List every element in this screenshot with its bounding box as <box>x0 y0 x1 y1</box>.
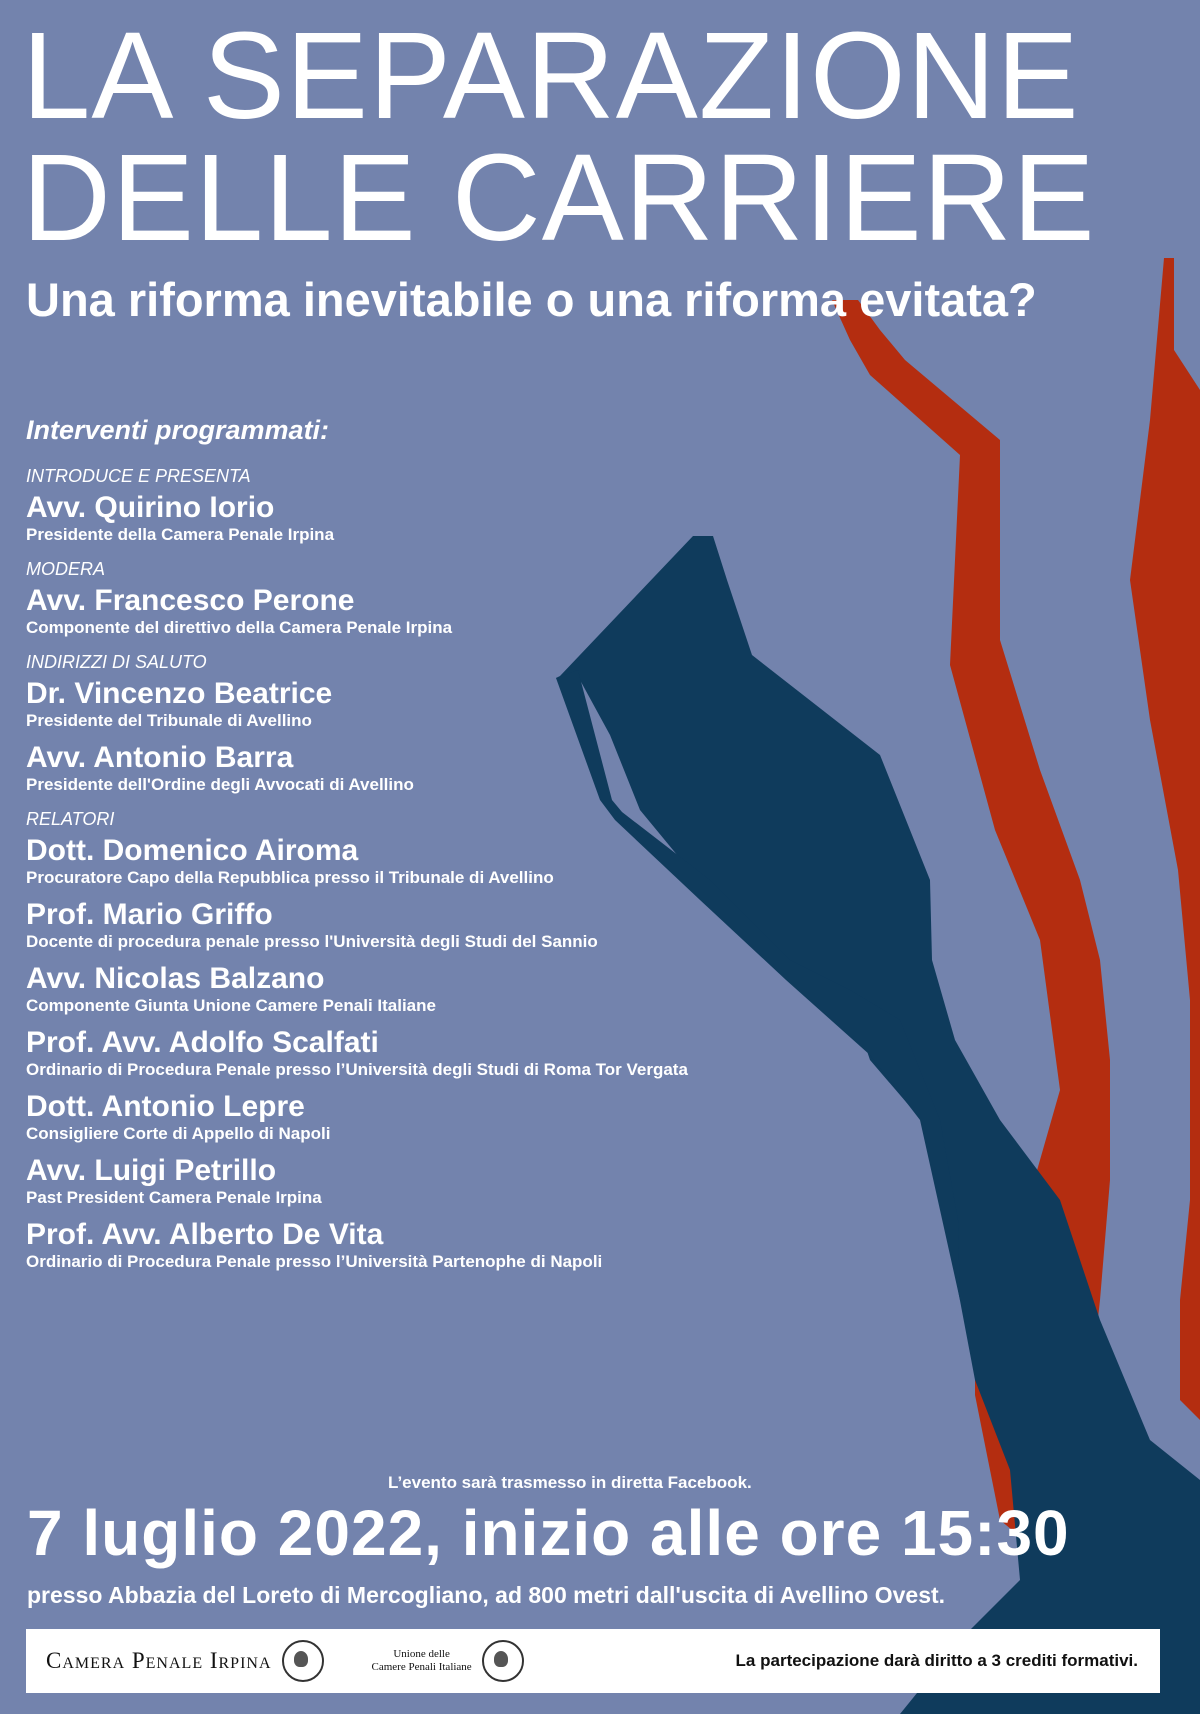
ucpi-logo <box>372 1640 524 1682</box>
speaker-name: Avv. Nicolas Balzano <box>26 962 325 995</box>
speaker-role: Docente di procedura penale presso l'Università degli Studi del Sannio <box>26 932 598 951</box>
speaker-entry <box>26 1218 846 1272</box>
logo2-line-1: Unione delle <box>393 1648 450 1660</box>
speaker-role: Past President Camera Penale Irpina <box>26 1188 322 1207</box>
speaker-name: Avv. Antonio Barra <box>26 741 294 774</box>
speaker-name: Avv. Quirino Iorio <box>26 491 275 524</box>
section-saluto <box>26 652 846 795</box>
speaker-name: Avv. Francesco Perone <box>26 584 355 617</box>
speaker-entry <box>26 834 846 888</box>
speaker-name: Avv. Luigi Petrillo <box>26 1154 277 1187</box>
speaker-entry <box>26 1026 846 1080</box>
speaker-entry <box>26 584 846 638</box>
speaker-role: Componente del direttivo della Camera Penale Irpina <box>26 618 453 637</box>
role-label: RELATORI <box>26 809 115 829</box>
section-introduce <box>26 466 846 545</box>
speaker-name: Dott. Antonio Lepre <box>26 1090 305 1123</box>
event-title <box>22 8 1096 267</box>
speaker-entry <box>26 491 846 545</box>
speaker-role: Ordinario di Procedura Penale presso l’Università degli Studi di Roma Tor Vergata <box>26 1060 688 1079</box>
event-venue: presso Abbazia del Loreto di Mercogliano, ad 800 metri dall'uscita di Avellino Ovest. <box>27 1582 946 1608</box>
program-heading: Interventi programmati: <box>26 415 330 445</box>
title-line-1: LA SEPARAZIONE <box>22 8 1080 145</box>
logo2-text <box>372 1648 472 1674</box>
speaker-name: Prof. Avv. Alberto De Vita <box>26 1218 384 1251</box>
seal-icon <box>282 1640 324 1682</box>
event-date: 7 luglio 2022, inizio alle ore 15:30 <box>27 1497 1070 1569</box>
speaker-entry <box>26 962 846 1016</box>
role-label: INTRODUCE E PRESENTA <box>26 466 251 486</box>
stream-notice: L’evento sarà trasmesso in diretta Facebook. <box>388 1473 752 1492</box>
logo1-text: Camera Penale Irpina <box>46 1648 272 1673</box>
speaker-entry <box>26 1090 846 1144</box>
event-subtitle: Una riforma inevitabile o una riforma evitata? <box>26 273 1037 326</box>
title-line-2: DELLE CARRIERE <box>22 130 1096 267</box>
speaker-entry <box>26 898 846 952</box>
speaker-entry <box>26 1154 846 1208</box>
speaker-entry <box>26 677 846 731</box>
logo2-line-2: Camere Penali Italiane <box>371 1661 472 1673</box>
role-label: MODERA <box>26 559 106 579</box>
speaker-role: Componente Giunta Unione Camere Penali Italiane <box>26 996 436 1015</box>
speaker-role: Consigliere Corte di Appello di Napoli <box>26 1124 331 1143</box>
speaker-name: Dr. Vincenzo Beatrice <box>26 677 333 710</box>
speaker-entry <box>26 741 846 795</box>
section-relatori <box>26 809 846 1272</box>
section-modera <box>26 559 846 638</box>
speaker-role: Ordinario di Procedura Penale presso l’Università Partenophe di Napoli <box>26 1252 603 1271</box>
speaker-name: Dott. Domenico Airoma <box>26 834 359 867</box>
speaker-role: Procuratore Capo della Repubblica presso il Tribunale di Avellino <box>26 868 554 887</box>
speaker-role: Presidente della Camera Penale Irpina <box>26 525 335 544</box>
seal-icon <box>482 1640 524 1682</box>
role-label: INDIRIZZI DI SALUTO <box>26 652 207 672</box>
speaker-role: Presidente del Tribunale di Avellino <box>26 711 312 730</box>
speaker-name: Prof. Avv. Adolfo Scalfati <box>26 1026 379 1059</box>
speaker-name: Prof. Mario Griffo <box>26 898 273 931</box>
footer-bar <box>26 1629 1160 1693</box>
credits-notice: La partecipazione darà diritto a 3 crediti formativi. <box>735 1651 1138 1670</box>
speaker-role: Presidente dell'Ordine degli Avvocati di Avellino <box>26 775 414 794</box>
program-list <box>26 415 846 1286</box>
camera-penale-irpina-logo <box>46 1640 324 1682</box>
